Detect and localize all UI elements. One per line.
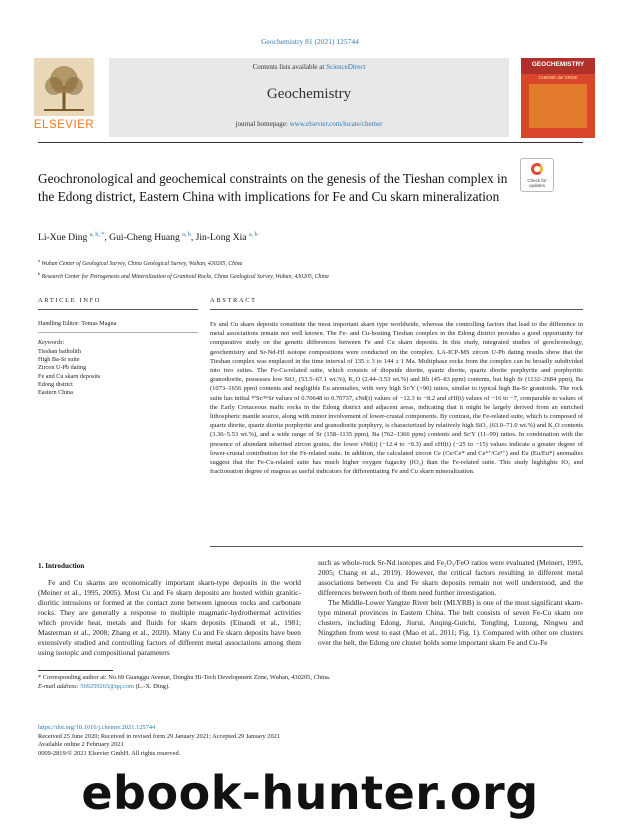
crossmark-icon [531, 163, 543, 175]
affiliations [38, 256, 583, 282]
author-separator: , [104, 232, 110, 244]
cover-image [529, 84, 587, 128]
cover-subtitle: CHEMIE der ERDE [538, 75, 578, 80]
keyword-item: High Ba-Sr suite [38, 356, 80, 364]
abstract-divider [210, 309, 583, 310]
tree-icon [34, 58, 94, 116]
abstract-bottom-divider [210, 546, 583, 547]
journal-name: Geochemistry [266, 86, 352, 102]
body-paragraph: Fe and Cu skarns are economically important skarn-type deposits in the world (Meiner et al., 1995, 2005). Most Cu and Fe skarn deposits are hosted within granitic-dioritic intrusions or formed at the contact zone between igneous rocks and carbonate rocks. They are generally a response to multiple magmatic-hydrothermal activities which provide heat, metals and fluids for skarn deposits (Einaudi et al., 1981; Masterman et al., 2008; Zhang et al., 2020). Many Cu and Fe skarn deposits have been extensively studied and controlling factors of different metal associations among them using isotopic and compositional parameters [38, 578, 301, 657]
handling-editor: Handling Editor: Tomas Magna [38, 320, 117, 327]
article-info-divider [38, 309, 198, 310]
corresponding-author-footnote [38, 673, 583, 691]
section-heading-introduction: 1. Introduction [38, 562, 85, 570]
footnote-divider [38, 670, 113, 671]
keyword-item: Tieshan batholith [38, 348, 81, 355]
elsevier-wordmark: ELSEVIER [33, 119, 95, 131]
contents-prefix: Contents lists available at [252, 63, 327, 71]
affiliation-text: Wuhan Center of Geological Survey, China Geological Survey, Wuhan, 430205, China [41, 260, 243, 267]
homepage-link[interactable]: www.elsevier.com/locate/chemer [289, 120, 383, 128]
homepage-line [109, 120, 509, 128]
body-paragraph: such as whole-rock Sr-Nd isotopes and Fe₂O₃/FeO ratios were evaluated (Meinert, 1995, 2005; Chang et al., 2019). However, the critical factors resulting in different metal associations between Cu and Fe skarn deposits remain not well understood, and the differences between both of them need further investigation. [318, 558, 583, 597]
affiliation-item [38, 256, 583, 269]
sciencedirect-link[interactable]: ScienceDirect [326, 63, 366, 71]
author-list [38, 232, 583, 243]
article-info-inner-divider [38, 332, 198, 333]
author-name[interactable]: Jin-Long Xia [195, 232, 247, 244]
keywords-label: Keywords: [38, 339, 65, 346]
affiliation-mark: a [38, 258, 40, 263]
author-affil-marker[interactable]: a, b, * [89, 232, 105, 238]
received-dates: Received 25 June 2020; Received in revised form 29 January 2021; Accepted 29 January 2021 [38, 732, 281, 740]
author-name[interactable]: Gui-Cheng Huang [109, 232, 180, 244]
abstract-heading: ABSTRACT [210, 297, 257, 304]
affiliation-mark: b [38, 270, 41, 276]
copyright: 0009-2819/© 2021 Elsevier GmbH. All rights reserved. [38, 749, 181, 757]
body-column-left [38, 578, 301, 658]
watermark: ebook-hunter.org [81, 766, 539, 820]
email-link[interactable]: 569259265@qq.com [80, 683, 135, 690]
article-info-heading: ARTICLE INFO [38, 297, 102, 304]
author-name[interactable]: Li-Xue Ding [38, 232, 88, 244]
journal-cover-thumbnail[interactable] [521, 58, 595, 138]
keyword-item: Zircon U-Pb dating [38, 364, 87, 372]
available-online: Available online 2 February 2021 [38, 741, 124, 749]
header-divider [38, 142, 583, 143]
journal-reference[interactable]: Geochemistry 81 (2021) 125744 [261, 37, 359, 46]
publication-info [38, 724, 583, 758]
homepage-prefix: journal homepage: [235, 120, 290, 128]
contents-line [109, 63, 509, 71]
affiliation-text: Research Center for Petrogenesis and Mineralization of Granitoid Rocks, China Geological Survey, Wuhan, 430205, China [41, 273, 329, 280]
keyword-item: Edong district [38, 380, 73, 388]
cover-title: GEOCHEMISTRY [521, 58, 595, 74]
body-paragraph: The Middle-Lower Yangtze River belt (MLYRB) is one of the most significant skarn-type mineral provinces in Eastern China. The belt consists of seven Fe-Cu skarn ore clusters, including Edong, Jiurui, Anqing-Guichi, Tongling, Luzong, Ningwu and Ningzhen from west to east (Mao et al., 2011; Fig. 1). Compared with other ore clusters over the belt, the Edong ore cluster holds some important skarn Fe and Cu-Fe [318, 598, 583, 647]
check-updates-label: Check for updates [527, 178, 547, 188]
author-separator: , [190, 232, 196, 244]
footnote-text: * Corresponding author at: No.69 Guanggu Avenue, Donghu Hi-Tech Development Zone, Wuhan, 430205, China. [38, 674, 331, 681]
article-title: Geochronological and geochemical constraints on the genesis of the Tieshan complex in the Edong district, Eastern China with implications for Fe and Cu skarn mineralization [38, 171, 508, 204]
masthead-box [109, 58, 509, 137]
keyword-item: Eastern China [38, 389, 73, 397]
keyword-list [38, 348, 100, 397]
footnote-email-line [38, 682, 583, 691]
email-label: E-mail address: [38, 683, 81, 690]
body-column-right [318, 558, 583, 648]
doi-link[interactable]: https://doi.org/10.1016/j.chemer.2021.125744 [38, 724, 156, 731]
author-affil-marker[interactable]: a, b [182, 232, 191, 238]
author-affil-marker[interactable]: a, b [248, 232, 258, 238]
elsevier-logo[interactable] [25, 58, 103, 138]
abstract-text: Fe and Cu skarn deposits constitute the most important skarn type worldwide, whereas the controlling factors that lead to the difference in metal associations remain not well known. The Fe- and Cu-hosting Tieshan complex in the Edong district provides a good opportunity for comparative study on the genetic differences between Fe and Cu skarn deposits. In this study, integrated studies of geochronology, geochemistry and Sr-Nd-Hf isotope compositions were conducted on the complex. LA-ICP-MS zircon U-Pb dating results show that the Tieshan complex was emplaced in the time interval of 135 ± 3 to 144 ± 1 Ma. Multiphase rocks from the complex can be broadly subdivided into two suites. The Fe-Cu-related suite, which consists of diopside diorite, quartz diorite, quartz diorite porphyrite and porphyritic granodiorite, possesses low SiO₂ (53.5–67.1 wt.%), K₂O (2.44–3.53 wt.%) and Rb (45–83 ppm) contents, but high Sr (1132–2684 ppm), Ba (1073–1656 ppm) contents and negligible Eu anomalies, with very high Sr/Y (>90) ratios, similar to typical high Ba-Sr granitoids. The rock suite has initial ⁸⁷Sr/⁸⁶Sr values of 0.70648 to 0.70737, εNd(t) values of −12.3 to −8.2 and εHf(t) values of −16 to −7, comparable to values of the Early Cretaceous mafic rocks in the Edong district and adjacent areas, indicating that it might be largely derived from an enriched lithospheric mantle source, along with minor involvement of lower-crustal components. By contrast, the Fe-related suite, which is composed of quartz diorite, quartz diorite porphyrite and granodiorite porphyry, is characterized by relatively high SiO₂ (63.0–71.0 wt.%) and K₂O contents (3.36–5.53 wt.%), and a wide range of Sr (158–1135 ppm), Ba (762–1366 ppm) contents and Sr/Y (11–99) ratios. In combination with the presence of abundant inherited zircon grains, the lower εNd(t) (−12.4 to −9.3) and εHf(t) (−25 to −15) values indicate a greater degree of lower-crustal contribution for the Fe-related suite. In addition, the calculated zircon Ce (Ce/Ce* and Ce⁴⁺/Ce³⁺) and Eu (Eu/Eu*) anomalies suggest that the Fe-Cu-related suite has much higher oxygen fugacity (fO₂) than the Fe-related suite. This study highlights fO₂ and fractionation degree of magma as useful indicators for differentiating Fe and Cu skarn mineralization. [210, 321, 583, 476]
email-suffix: (L.-X. Ding). [134, 683, 170, 690]
check-for-updates-button[interactable] [520, 158, 554, 192]
keyword-item: Fe and Cu skarn deposits [38, 372, 101, 380]
affiliation-item [38, 269, 583, 282]
journal-masthead [25, 58, 595, 138]
